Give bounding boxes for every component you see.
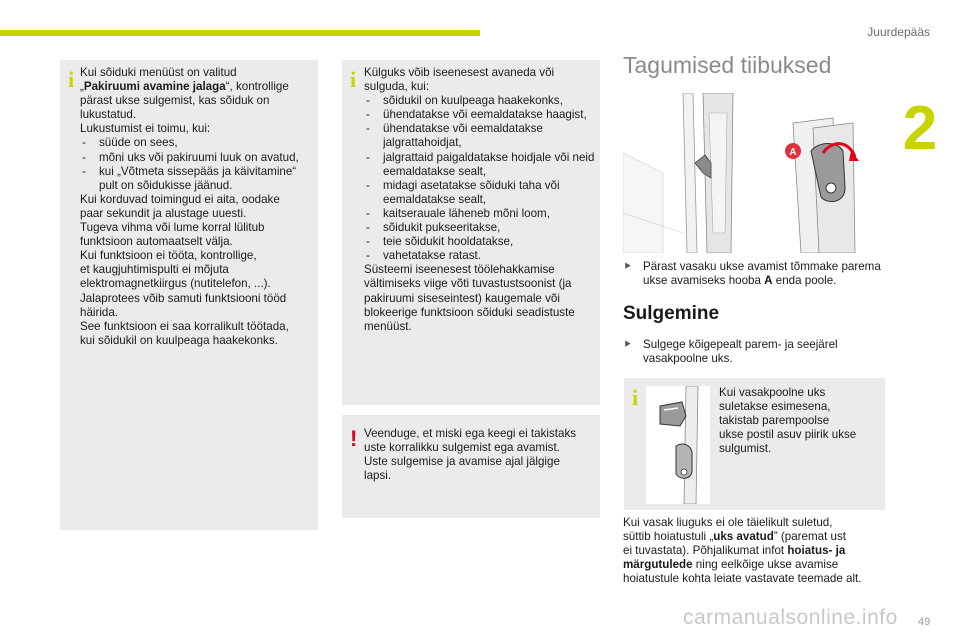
text-line: uste korralikku sulgemist ega avamist. — [364, 441, 560, 455]
text-line: pakiruumi siseseintest) kaugemale või — [364, 291, 560, 305]
bold-term: uks avatud — [713, 530, 774, 544]
text-line: kui sõidukil on kuulpeaga haakekonks. — [80, 333, 278, 347]
text-line: Jalaprotees võib samuti funktsiooni tööd — [80, 291, 287, 305]
text-line: ei tuvastata). Põhjalikumat infot hoiatus- ja — [623, 544, 846, 558]
text-line: lapsi. — [364, 469, 392, 483]
text-line: Veenduge, et miski ega keegi ei takistaks — [364, 427, 577, 440]
text-line: menüüst. — [364, 319, 412, 333]
text-line: „Pakiruumi avamine jalaga“, kontrollige — [80, 80, 289, 94]
dash-item: - jalgrattaid paigaldatakse hoidjale või neid eemaldatakse sealt, — [364, 151, 598, 179]
instruction-open-right-door — [623, 260, 883, 288]
bold-term: Pakiruumi avamine jalaga — [83, 80, 226, 94]
dash-item: - süüde on sees, — [80, 136, 316, 150]
text-line: ukse postil asuv piirik ukse — [719, 428, 857, 442]
text-line: See funktsioon ei saa korralikult töötada, — [80, 319, 289, 333]
section-title: Juurdepääs — [867, 25, 930, 39]
text-line: lukustatud. — [80, 108, 137, 122]
text-line: Tugeva vihma või lume korral lülitub — [80, 221, 265, 235]
info-box-door-order-text — [719, 386, 881, 456]
text-line: et kaugjuhtimispulti ei mõjuta — [80, 263, 229, 277]
text-line: hoiatustule kohta leiate vastavate teemade alt. — [623, 572, 862, 586]
info-box-door-order — [624, 378, 885, 510]
dash-item: - teie sõidukit hooldatakse, — [364, 235, 598, 249]
text-line: Uste sulgemise ja avamise ajal jälgige — [364, 455, 560, 469]
text-line: Kui korduvad toimingud ei aita, oodake — [80, 192, 280, 206]
dash-item: - mõni uks või pakiruumi luuk on avatud, — [80, 151, 316, 165]
text-line: Kui vasakpoolne uks — [719, 386, 826, 399]
dash-item: - sõidukit pukseeritakse, — [364, 221, 598, 235]
rear-door-lever-illustration — [623, 93, 885, 253]
bullet-text: Pärast vasaku ukse avamist tõmmake parema ukse avamiseks hooba — [643, 260, 881, 288]
chapter-number: 2 — [902, 94, 938, 163]
info-box-side-door-text — [364, 66, 598, 334]
label-a: A — [789, 147, 797, 158]
text-line: häirida. — [80, 305, 119, 319]
dash-item: - midagi asetatakse sõiduki taha või eemaldatakse sealt, — [364, 179, 598, 207]
bold-term: märgutulede — [623, 558, 693, 572]
text-line: sulguda, kui: — [364, 80, 430, 94]
arrow-bullet-icon: ⯈ — [623, 260, 633, 273]
info-box-foot-opening-text — [80, 66, 316, 348]
text-line: funktsioon automaatselt välja. — [80, 235, 233, 249]
bold-term: hoiatus- ja — [787, 544, 846, 558]
text-line: vältimiseks viige võti tuvastustsoonist (ja — [364, 277, 572, 291]
sliding-door-warning-paragraph — [623, 516, 888, 586]
text-line: blokeerige funktsioon sõiduki seadistuste — [364, 305, 575, 319]
info-icon: i — [350, 67, 357, 92]
watermark: carmanualsonline.info — [683, 606, 898, 629]
bullet-text: enda poole. — [772, 274, 837, 288]
warning-box-text — [364, 427, 598, 483]
text-line: pärast ukse sulgemist, kas sõiduk on — [80, 94, 270, 108]
info-icon: i — [632, 385, 639, 410]
warning-icon: ! — [350, 426, 358, 451]
section-heading-closing: Sulgemine — [623, 303, 720, 324]
dash-item: - kui „Võtmeta sissepääs ja käivitamine“ pult on sõidukisse jäänud. — [80, 165, 316, 193]
dash-item: - sõidukil on kuulpeaga haakekonks, — [364, 94, 598, 108]
text-line: Lukustumist ei toimu, kui: — [80, 122, 211, 136]
arrow-bullet-icon: ⯈ — [623, 338, 633, 351]
dash-item: - kaitserauale läheneb mõni loom, — [364, 207, 598, 221]
text-line: elektromagnetkiirgus (nutitelefon, ...). — [80, 277, 271, 291]
page-number: 49 — [918, 616, 931, 628]
instruction-close-doors — [623, 338, 883, 366]
info-box-foot-opening — [60, 60, 318, 530]
text-line: Kui sõiduki menüüst on valitud — [80, 66, 237, 79]
info-icon: i — [68, 67, 75, 92]
dash-item: - vahetatakse ratast. — [364, 249, 598, 263]
text-line: Külguks võib iseenesest avaneda või — [364, 66, 555, 79]
dash-item: - ühendatakse või eemaldatakse haagist, — [364, 108, 598, 122]
warning-box-children — [342, 415, 600, 518]
text-line: Süsteemi iseenesest töölehakkamise — [364, 263, 555, 277]
accent-bar — [0, 30, 480, 36]
dash-item: - ühendatakse või eemaldatakse jalgrattahoidjat, — [364, 122, 598, 150]
text-line: Kui vasak liuguks ei ole täielikult suletud, — [623, 516, 833, 529]
text-line: sulgumist. — [719, 442, 772, 456]
text-line: märgutulede ning eelkõige ukse avamise — [623, 558, 839, 572]
text-line: takistab parempoolse — [719, 414, 830, 428]
text-line: suletakse esimesena, — [719, 400, 831, 414]
bullet-text: Sulgege kõigepealt parem- ja seejärel vasakpoolne uks. — [643, 338, 838, 366]
page-title: Tagumised tiibuksed — [623, 52, 832, 78]
bullet-bold: A — [764, 274, 773, 288]
text-line: paar sekundit ja alustage uuesti. — [80, 206, 247, 220]
info-box-side-door — [342, 60, 600, 405]
door-stop-illustration — [646, 386, 710, 504]
text-line: süttib hoiatustuli „uks avatud” (paremat ust — [623, 530, 846, 544]
text-line: Kui funktsioon ei tööta, kontrollige, — [80, 249, 257, 263]
